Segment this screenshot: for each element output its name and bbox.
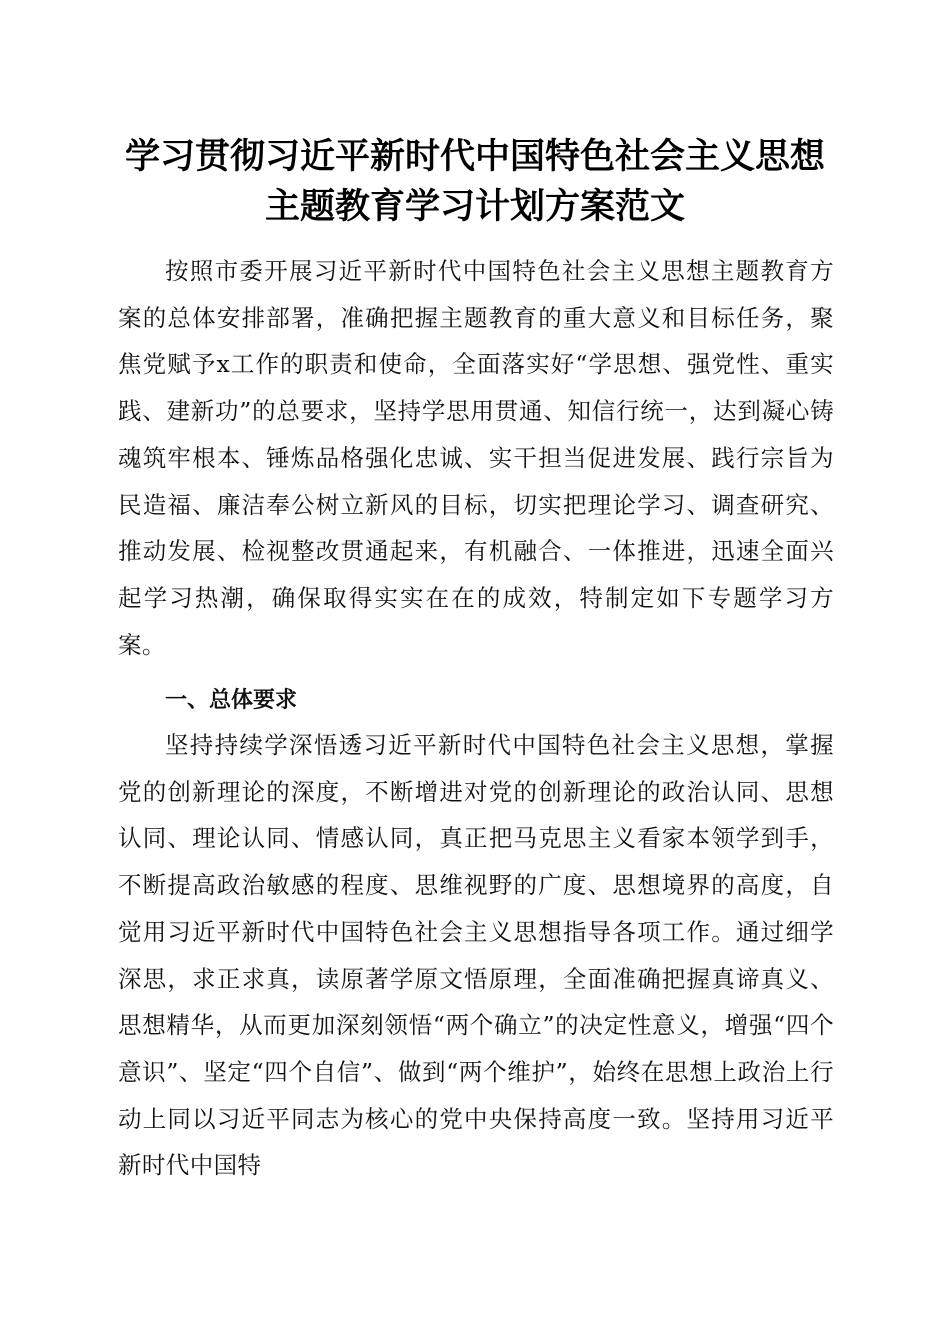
intro-paragraph: 按照市委开展习近平新时代中国特色社会主义思想主题教育方案的总体安排部署，准确把握主题教育的重大意义和目标任务，聚焦党赋予x工作的职责和使命，全面落实好“学思想、强党性、重实践、建新功”的总要求，坚持学思用贯通、知信行统一，达到凝心铸魂筑牢根本、锤炼品格强化忠诚、实干担当促进发展、践行宗旨为民造福、廉洁奉公树立新风的目标，切实把理论学习、调查研究、推动发展、检视整改贯通起来，有机融合、一体推进，迅速全面兴起学习热潮，确保取得实实在在的成效，特制定如下专题学习方案。: [118, 257, 834, 659]
title-line-1: 学习贯彻习近平新时代中国特色社会主义思想: [124, 136, 825, 177]
title-line-2: 主题教育学习计划方案范文: [264, 186, 685, 227]
section-heading-general-requirements: 一、总体要求: [165, 688, 298, 713]
section-body-paragraph: 坚持持续学深悟透习近平新时代中国特色社会主义思想，掌握党的创新理论的深度，不断增进对党的创新理论的政治认同、思想认同、理论认同、情感认同，真正把马克思主义看家本领学到手，不断提高政治敏感的程度、思维视野的广度、思想境界的高度，自觉用习近平新时代中国特色社会主义思想指导各项工作。通过细学深思，求正求真，读原著学原文悟原理，全面准确把握真谛真义、思想精华，从而更加深刻领悟“两个确立”的决定性意义，增强“四个意识”、坚定“四个自信”、做到“两个维护”，始终在思想上政治上行动上同以习近平同志为核心的党中央保持高度一致。坚持用习近平新时代中国特: [118, 731, 834, 1180]
document-title: [60, 132, 890, 232]
